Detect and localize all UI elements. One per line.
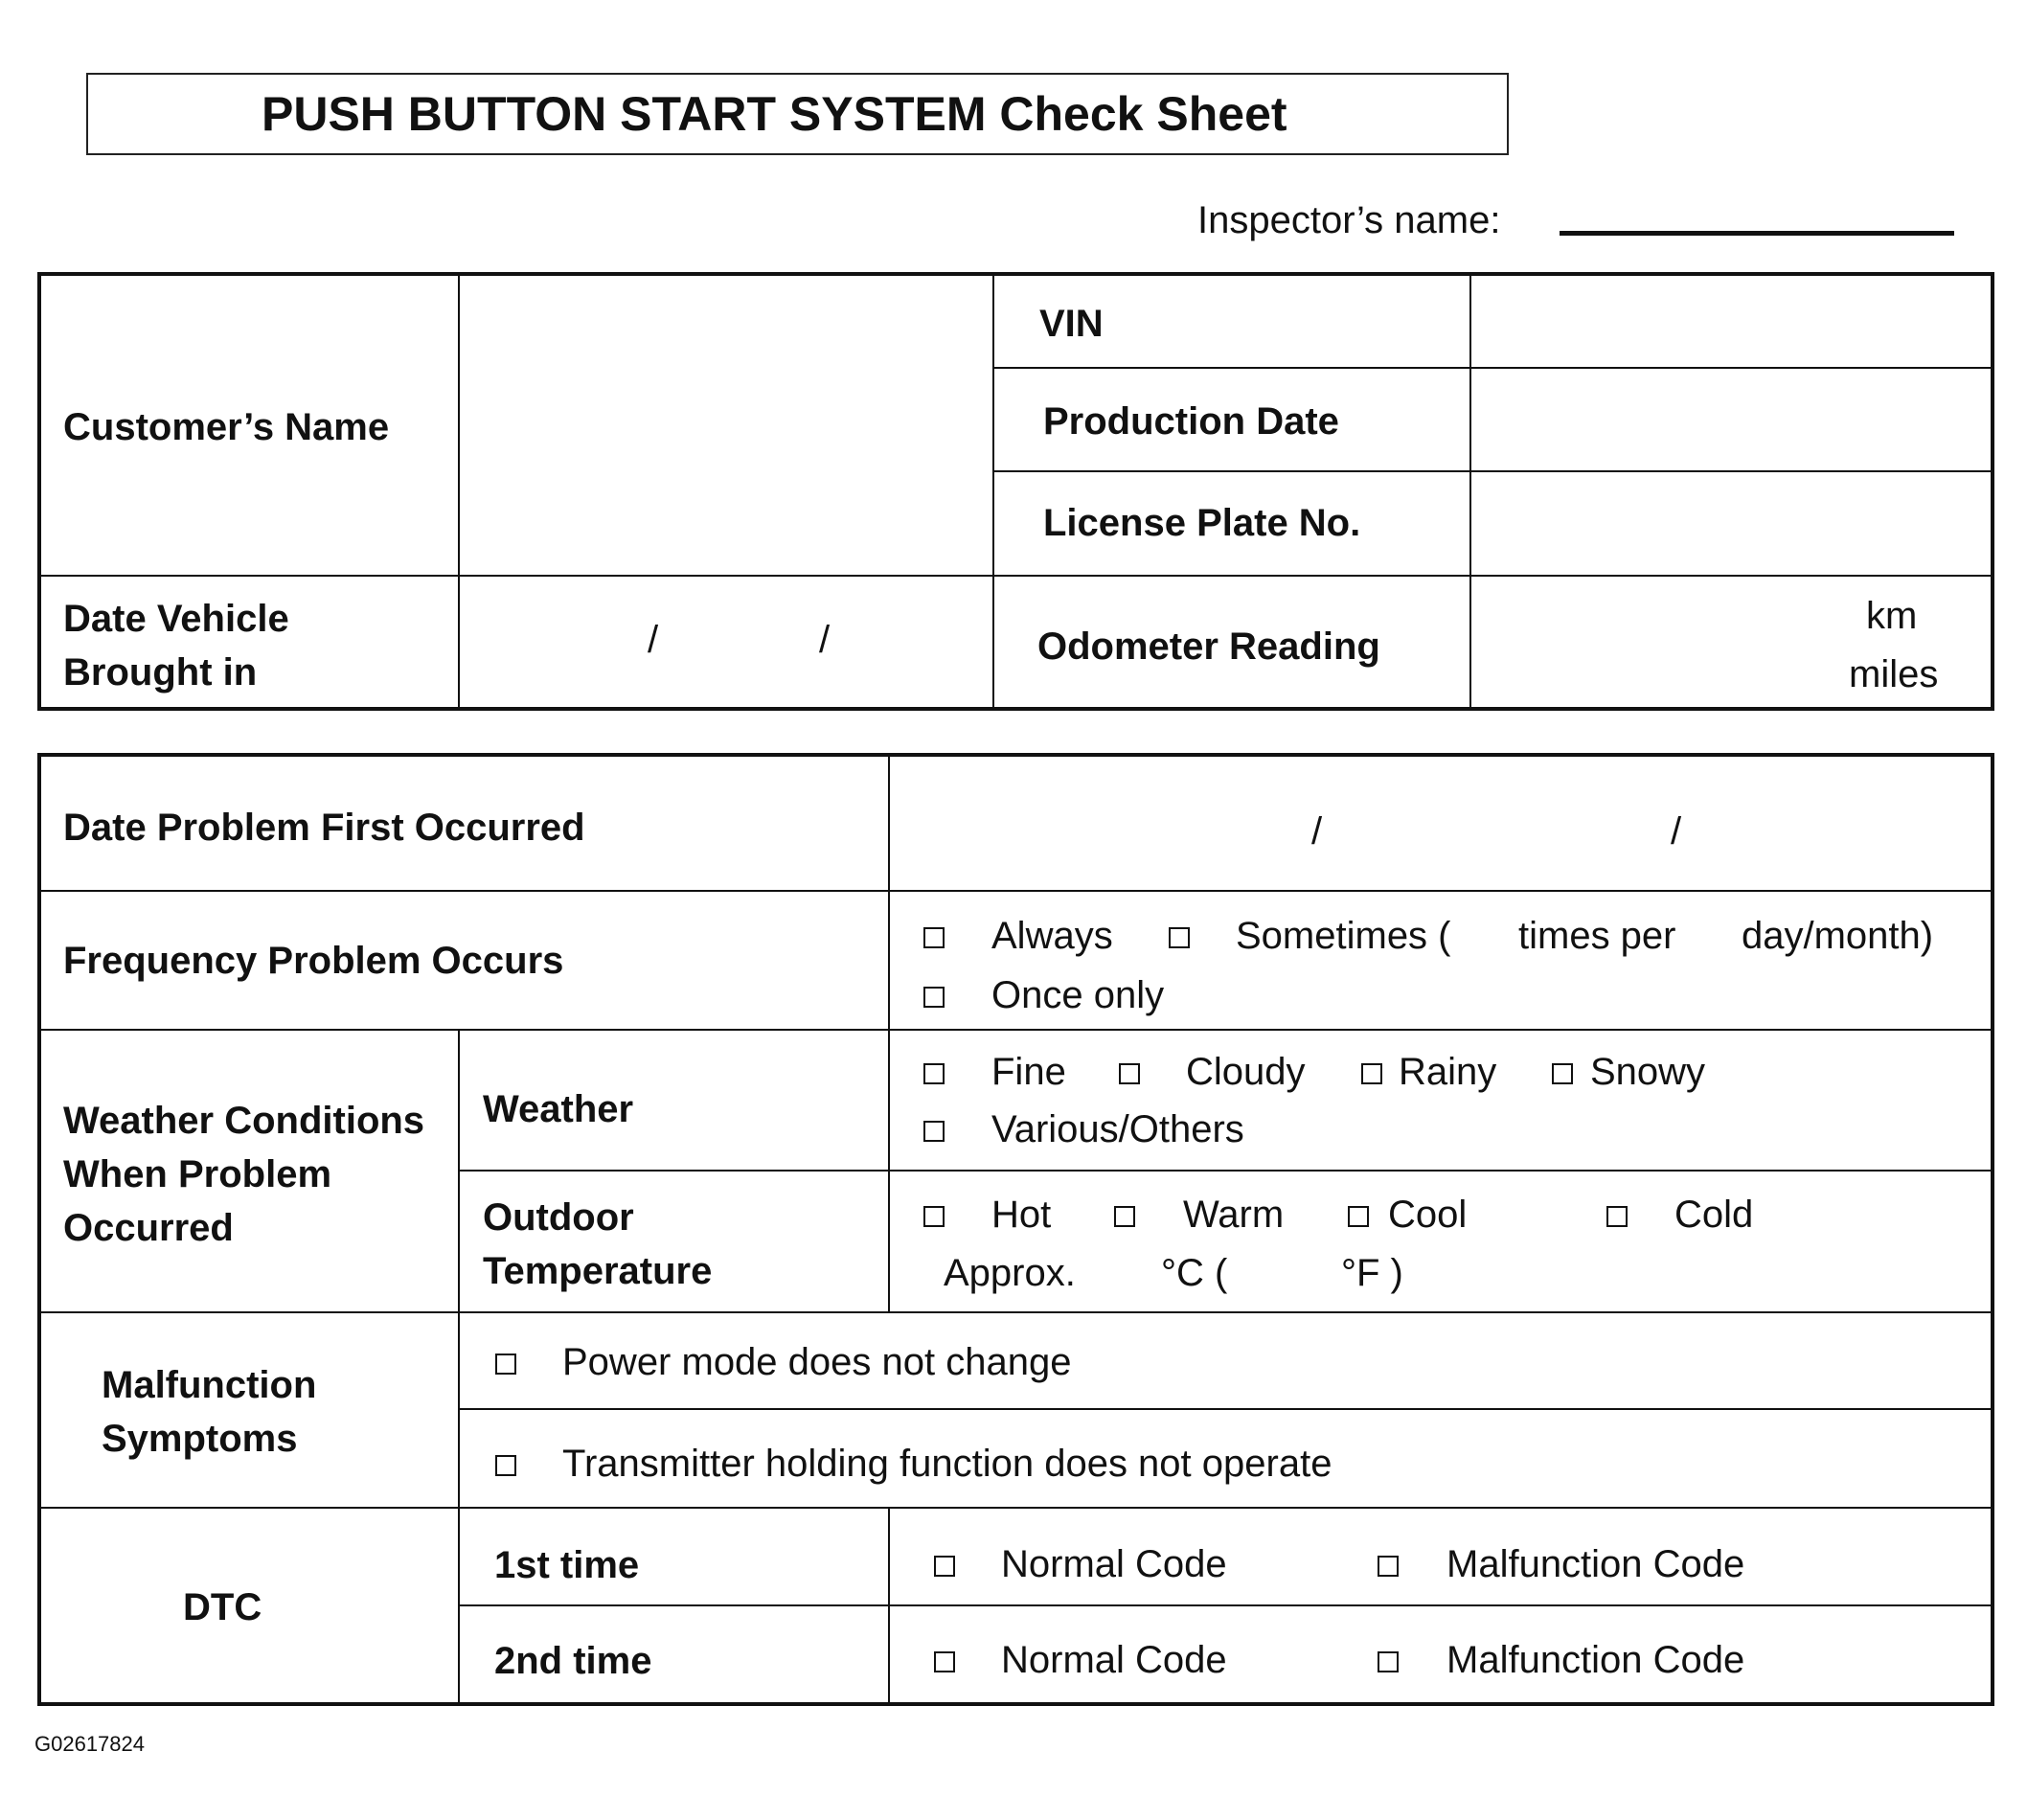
date-first-occurred-separator: / xyxy=(1311,810,1323,853)
customers-name-field[interactable] xyxy=(460,276,992,575)
checkbox-power-mode[interactable] xyxy=(495,1354,516,1375)
figure-code: G02617824 xyxy=(34,1732,145,1756)
frequency-day-month: day/month) xyxy=(1742,915,1934,957)
temp-option-warm: Warm xyxy=(1183,1194,1285,1236)
weather-option-snowy: Snowy xyxy=(1590,1051,1706,1093)
license-plate-label: License Plate No. xyxy=(1043,502,1361,544)
checkbox-first-malfunction-code[interactable] xyxy=(1378,1556,1399,1577)
date-brought-in-label-line2: Brought in xyxy=(63,651,258,694)
weather-conditions-line1: Weather Conditions xyxy=(63,1100,425,1142)
date-brought-in-separator: / xyxy=(819,619,831,661)
weather-conditions-line3: Occurred xyxy=(63,1207,234,1249)
checkbox-various-others[interactable] xyxy=(923,1121,945,1142)
temp-option-cold: Cold xyxy=(1674,1194,1754,1236)
checkbox-cloudy[interactable] xyxy=(1119,1063,1140,1084)
checkbox-cool[interactable] xyxy=(1348,1206,1369,1227)
second-normal-code: Normal Code xyxy=(1001,1639,1227,1681)
outdoor-temperature-line1: Outdoor xyxy=(483,1196,634,1239)
checkbox-transmitter-holding[interactable] xyxy=(495,1455,516,1476)
malfunction-symptoms-line1: Malfunction xyxy=(102,1364,317,1406)
weather-label: Weather xyxy=(483,1088,634,1130)
outdoor-temperature-label xyxy=(483,1191,712,1298)
odometer-unit-km: km xyxy=(1866,595,1918,637)
date-first-occurred-separator: / xyxy=(1671,810,1682,853)
checkbox-second-malfunction-code[interactable] xyxy=(1378,1651,1399,1672)
license-plate-field[interactable] xyxy=(1471,472,1991,575)
dtc-first-time-label: 1st time xyxy=(494,1544,640,1586)
frequency-sometimes: Sometimes ( xyxy=(1236,915,1451,957)
date-brought-in-separator: / xyxy=(648,619,659,661)
checkbox-always[interactable] xyxy=(923,927,945,948)
first-malfunction-code: Malfunction Code xyxy=(1446,1543,1745,1585)
frequency-label: Frequency Problem Occurs xyxy=(63,940,564,982)
first-normal-code: Normal Code xyxy=(1001,1543,1227,1585)
vin-label: VIN xyxy=(1039,303,1104,345)
page-title: PUSH BUTTON START SYSTEM Check Sheet xyxy=(262,87,1287,141)
frequency-times-per: times per xyxy=(1518,915,1676,957)
temp-option-cool: Cool xyxy=(1388,1194,1468,1236)
checkbox-fine[interactable] xyxy=(923,1063,945,1084)
temp-fahrenheit: °F ) xyxy=(1341,1252,1403,1294)
second-malfunction-code: Malfunction Code xyxy=(1446,1639,1745,1681)
checkbox-first-normal-code[interactable] xyxy=(934,1556,955,1577)
temp-option-hot: Hot xyxy=(991,1194,1052,1236)
production-date-label: Production Date xyxy=(1043,400,1339,443)
checkbox-warm[interactable] xyxy=(1114,1206,1135,1227)
temp-celsius: °C ( xyxy=(1161,1252,1228,1294)
checkbox-cold[interactable] xyxy=(1606,1206,1628,1227)
customers-name-label: Customer’s Name xyxy=(63,406,390,448)
checkbox-second-normal-code[interactable] xyxy=(934,1651,955,1672)
weather-conditions-label xyxy=(63,1094,424,1255)
checkbox-rainy[interactable] xyxy=(1361,1063,1382,1084)
inspector-name-label: Inspector’s name: xyxy=(1197,199,1501,241)
checkbox-sometimes[interactable] xyxy=(1169,927,1190,948)
weather-option-rainy: Rainy xyxy=(1399,1051,1497,1093)
date-brought-in-label xyxy=(63,592,289,699)
checkbox-snowy[interactable] xyxy=(1552,1063,1573,1084)
weather-option-cloudy: Cloudy xyxy=(1186,1051,1306,1093)
malfunction-symptoms-label xyxy=(102,1358,316,1466)
dtc-label: DTC xyxy=(183,1586,262,1628)
outdoor-temperature-line2: Temperature xyxy=(483,1250,713,1292)
frequency-always: Always xyxy=(991,915,1113,957)
checkbox-hot[interactable] xyxy=(923,1206,945,1227)
odometer-unit-miles: miles xyxy=(1849,653,1939,695)
date-brought-in-label-line1: Date Vehicle xyxy=(63,598,289,640)
symptom-transmitter-holding: Transmitter holding function does not operate xyxy=(562,1443,1332,1485)
weather-option-fine: Fine xyxy=(991,1051,1066,1093)
checkbox-once-only[interactable] xyxy=(923,987,945,1008)
weather-conditions-line2: When Problem xyxy=(63,1153,332,1195)
odometer-label: Odometer Reading xyxy=(1037,626,1380,668)
symptom-power-mode: Power mode does not change xyxy=(562,1341,1072,1383)
dtc-second-time-label: 2nd time xyxy=(494,1640,652,1682)
malfunction-symptoms-line2: Symptoms xyxy=(102,1418,298,1460)
frequency-once-only: Once only xyxy=(991,974,1165,1016)
production-date-field[interactable] xyxy=(1471,369,1991,470)
temp-approx: Approx. xyxy=(944,1252,1076,1294)
vin-field[interactable] xyxy=(1471,276,1991,367)
weather-option-various-others: Various/Others xyxy=(991,1108,1244,1150)
date-first-occurred-label: Date Problem First Occurred xyxy=(63,807,585,849)
